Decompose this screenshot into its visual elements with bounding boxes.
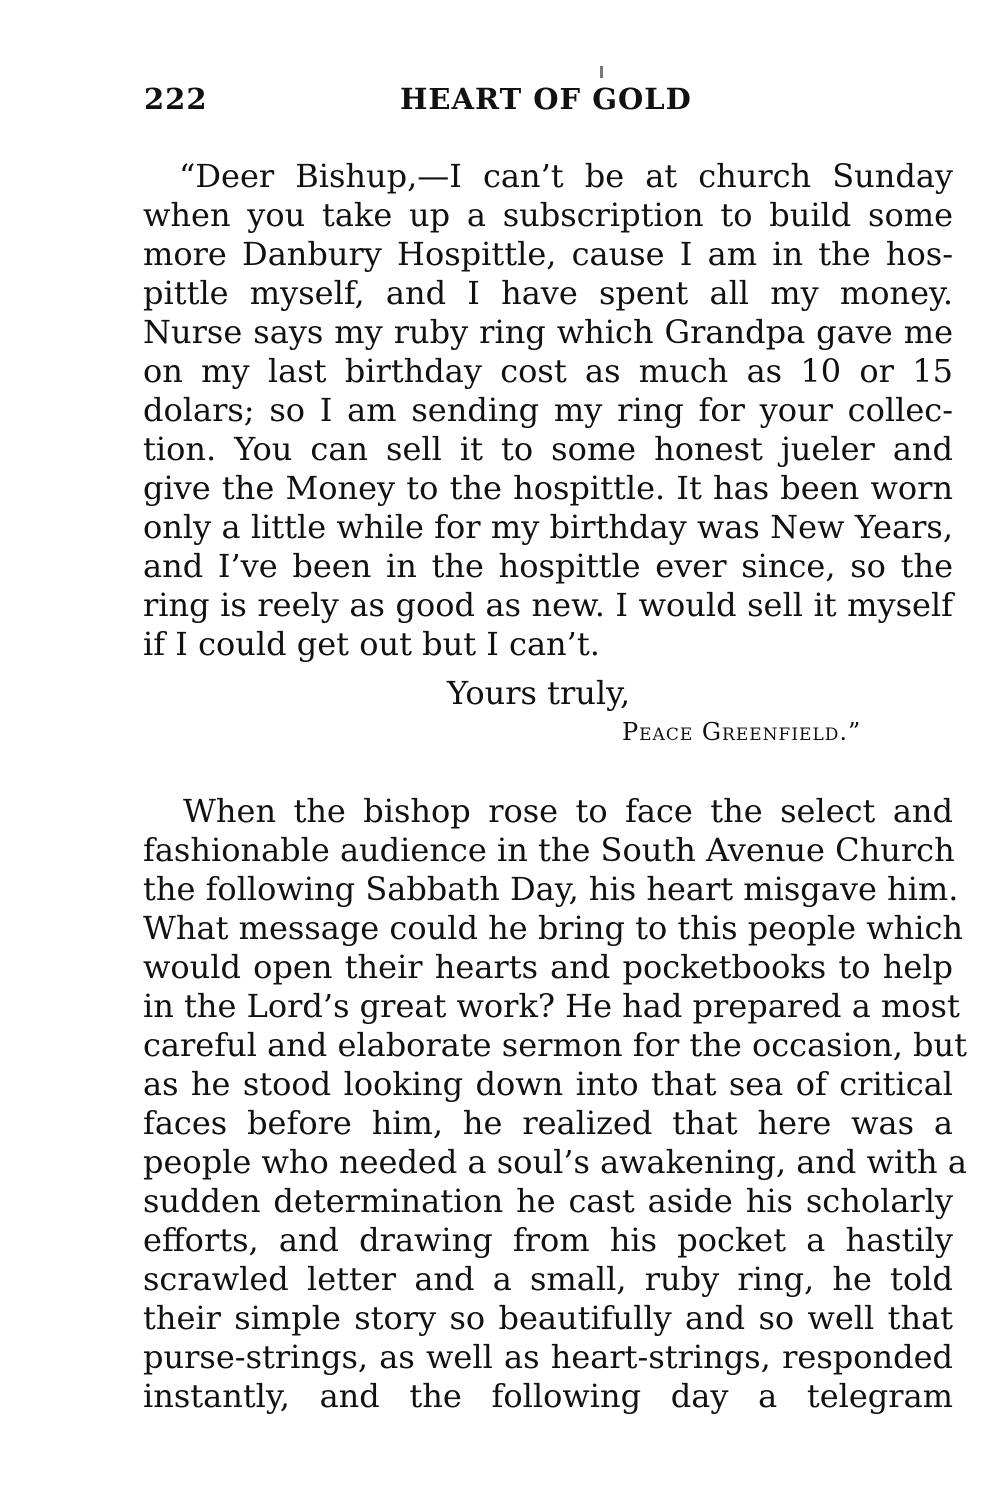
letter-signature: [622, 716, 861, 748]
narrative-line: careful and elaborate sermon for the occasion, but: [143, 1026, 967, 1064]
letter-closing: Yours truly,: [447, 674, 631, 712]
book-title: HEART OF GOLD: [400, 82, 692, 116]
letter-line: and I’ve been in the hospittle ever since, so the: [143, 547, 953, 585]
narrative-line: instantly, and the following day a telegram: [143, 1377, 953, 1415]
narrative-line: in the Lord’s great work? He had prepared a most: [143, 987, 960, 1025]
narrative-paragraph: [143, 792, 967, 1416]
narrative-line: sudden determination he cast aside his scholarly: [143, 1182, 953, 1220]
narrative-line: would open their hearts and pocketbooks to help: [143, 948, 953, 986]
print-speck: [600, 66, 603, 78]
letter-line: give the Money to the hospittle. It has been worn: [143, 469, 953, 507]
running-head: [144, 82, 952, 122]
letter-line: more Danbury Hospittle, cause I am in the hos-: [143, 235, 953, 273]
letter-line: tion. You can sell it to some honest jueler and: [143, 430, 953, 468]
letter-line: Nurse says my ruby ring which Grandpa gave me: [143, 313, 953, 351]
letter-line: pittle myself, and I have spent all my money.: [143, 274, 953, 312]
letter-line: on my last birthday cost as much as 10 or 15: [143, 352, 953, 390]
narrative-line: as he stood looking down into that sea of critical: [143, 1065, 953, 1103]
narrative-line: What message could he bring to this people which: [143, 909, 963, 947]
narrative-line: their simple story so beautifully and so well that: [143, 1299, 953, 1337]
letter-line: only a little while for my birthday was New Years,: [143, 508, 953, 546]
letter-line: if I could get out but I can’t.: [143, 625, 600, 663]
narrative-line: When the bishop rose to face the select and: [183, 792, 953, 830]
letter-line: ring is reely as good as new. I would sell it myself: [143, 586, 953, 624]
letter-line: when you take up a subscription to build some: [143, 196, 953, 234]
narrative-line: the following Sabbath Day, his heart misgave him.: [143, 870, 959, 908]
page-number: 222: [144, 82, 208, 116]
letter-paragraph: [143, 157, 953, 664]
letter-line: dolars; so I am sending my ring for your collec-: [143, 391, 953, 429]
narrative-line: scrawled letter and a small, ruby ring, he told: [143, 1260, 953, 1298]
narrative-line: faces before him, he realized that here was a: [143, 1104, 953, 1142]
narrative-line: fashionable audience in the South Avenue Church: [143, 831, 955, 869]
letter-line: “Deer Bishup,—I can’t be at church Sunday: [179, 157, 953, 195]
narrative-line: efforts, and drawing from his pocket a hastily: [143, 1221, 953, 1259]
narrative-line: purse-strings, as well as heart-strings, responded: [143, 1338, 953, 1376]
narrative-line: people who needed a soul’s awakening, and with a: [143, 1143, 967, 1181]
signature-name: Peace Greenfield.”: [622, 718, 862, 746]
